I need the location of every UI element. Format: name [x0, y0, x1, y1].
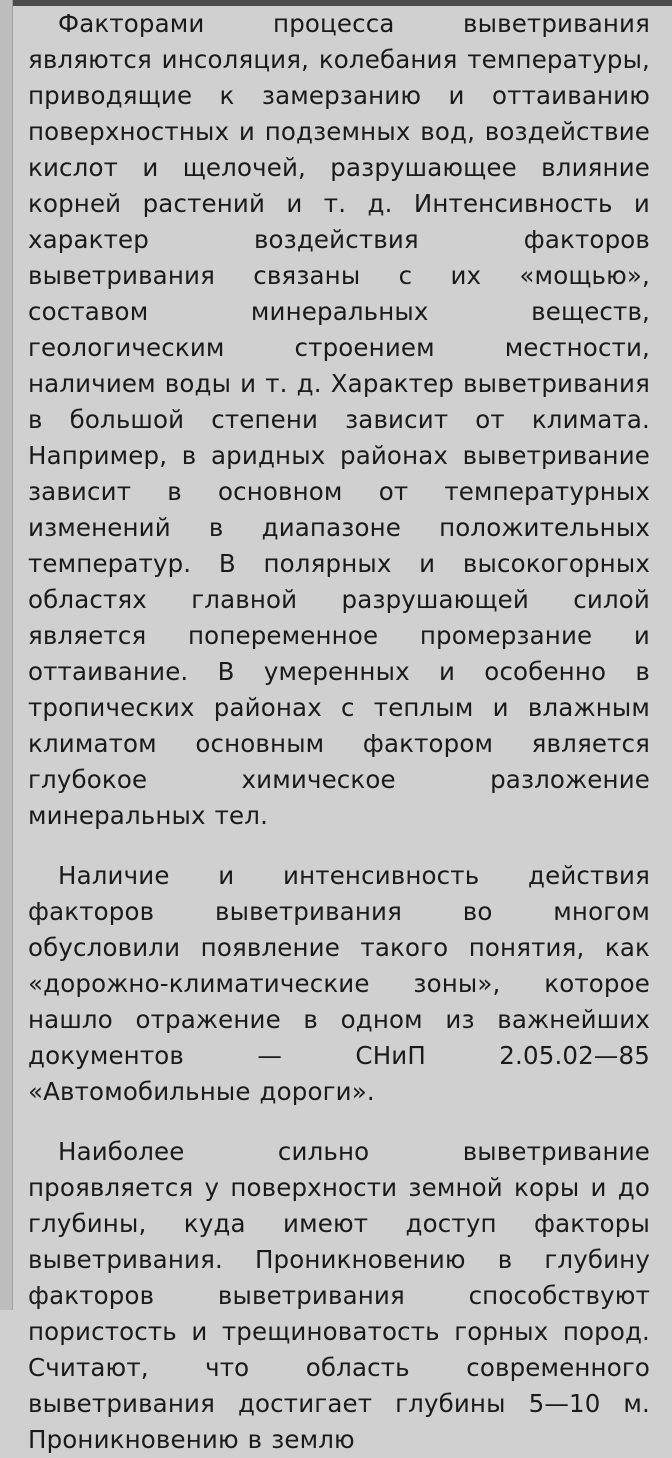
document-body	[28, 6, 650, 1458]
paragraph-weathering-factors: Факторами процесса выветривания являются инсоляция, колебания температуры, приводящие к замерзанию и оттаиванию поверхностных и подземных вод, воздействие кислот и щелочей, разрушающее влияние корней растений и т. д. Интенсивность и характер воздействия факторов выветривания связаны с их «мощью», составом минеральных веществ, геологическим строением местности, наличием воды и т. д. Характер выветривания в большой степени зависит от климата. Например, в аридных районах выветривание зависит в основном от температурных изменений в диапазоне положительных температур. В полярных и высокогорных областях главной разрушающей силой является попеременное промерзание и оттаивание. В умеренных и особенно в тропических районах с теплым и влажным климатом основным фактором является глубокое химическое разложение минеральных тел.	[28, 9, 650, 830]
paragraph-weathering-depth: Наиболее сильно выветривание проявляется у поверхности земной коры и до глубины, куда имеют доступ факторы выветривания. Проникновению в глубину факторов выветривания способствуют пористость и трещиноватость горных пород. Считают, что область современного выветривания достигает глубины 5—10 м. Проникновению в землю	[28, 1137, 650, 1454]
left-margin-edge	[0, 0, 13, 1310]
paragraph-climatic-zones: Наличие и интенсивность действия факторов выветривания во многом обусловили появление такого понятия, как «дорожно-климатические зоны», которое нашло отражение в одном из важнейших документов — СНиП 2.05.02—85 «Автомобильные дороги».	[28, 861, 650, 1106]
